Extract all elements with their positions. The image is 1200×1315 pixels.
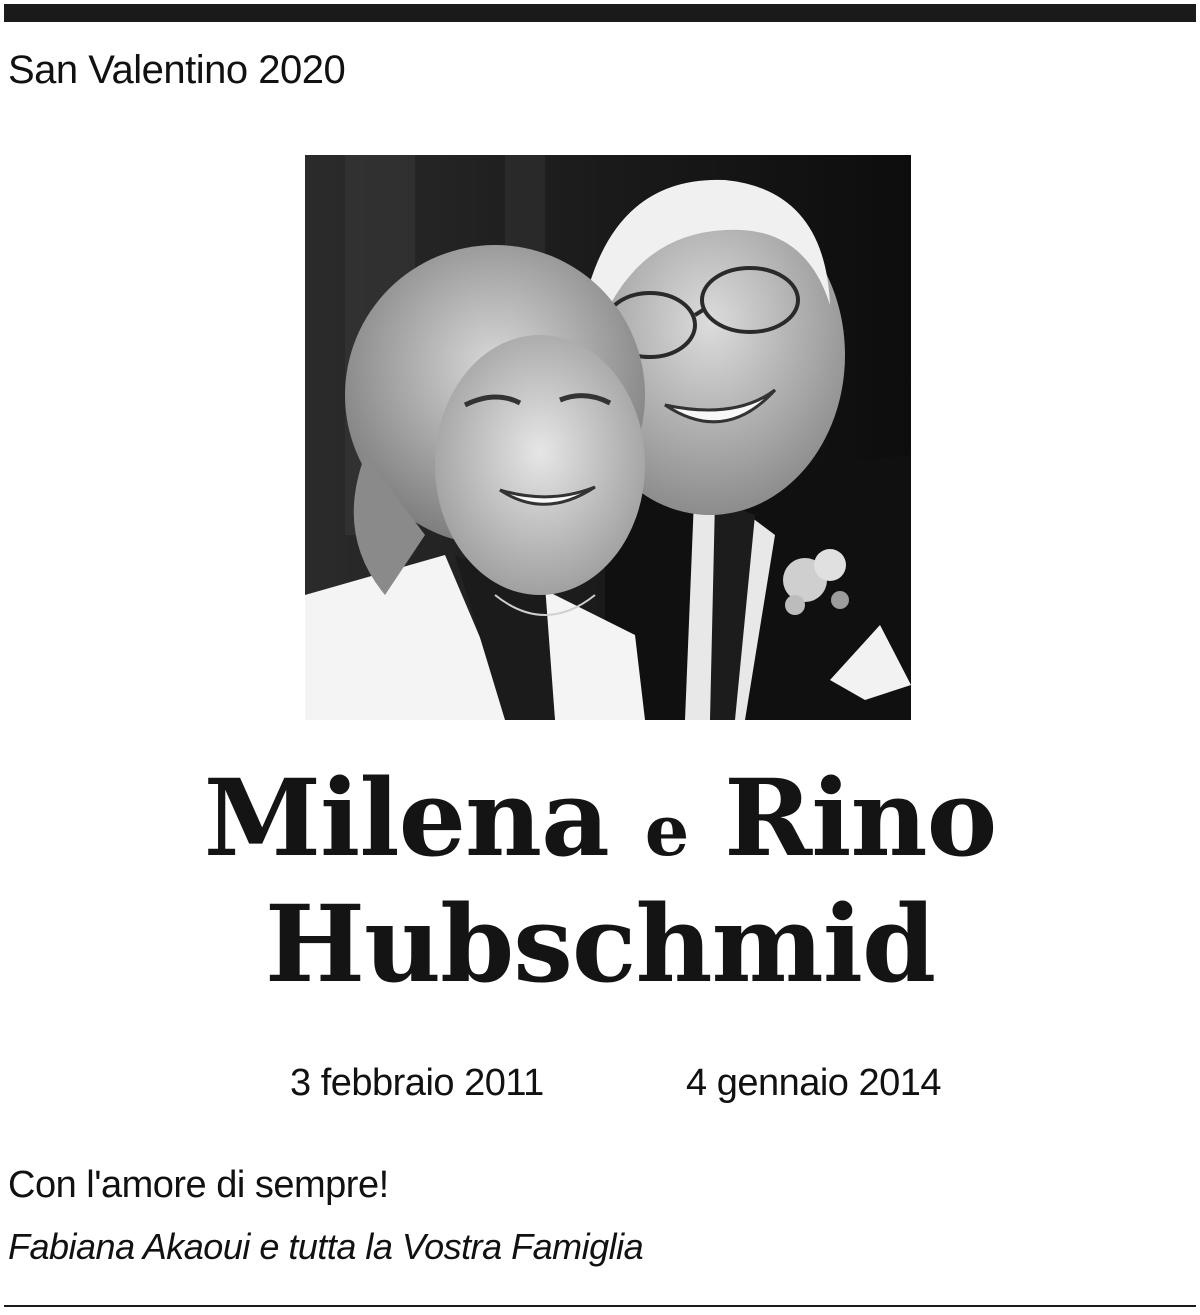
portrait-photo-graphic [305, 155, 911, 720]
bottom-rule [4, 1305, 1196, 1307]
date-2: 4 gennaio 2014 [686, 1062, 942, 1104]
message-text: Con l'amore di sempre! [8, 1164, 389, 1206]
portrait-photo [305, 155, 911, 720]
surname: Hubschmid [264, 881, 936, 1006]
top-rule [4, 4, 1196, 22]
first-name: Milena [203, 755, 609, 880]
occasion-text: San Valentino 2020 [8, 48, 346, 92]
signature-text: Fabiana Akaoui e tutta la Vostra Famiglia [8, 1226, 644, 1267]
conjunction: e [644, 789, 689, 872]
date-1: 3 febbraio 2011 [290, 1062, 544, 1104]
names-line-1 [0, 755, 1200, 889]
second-name: Rino [724, 755, 997, 880]
